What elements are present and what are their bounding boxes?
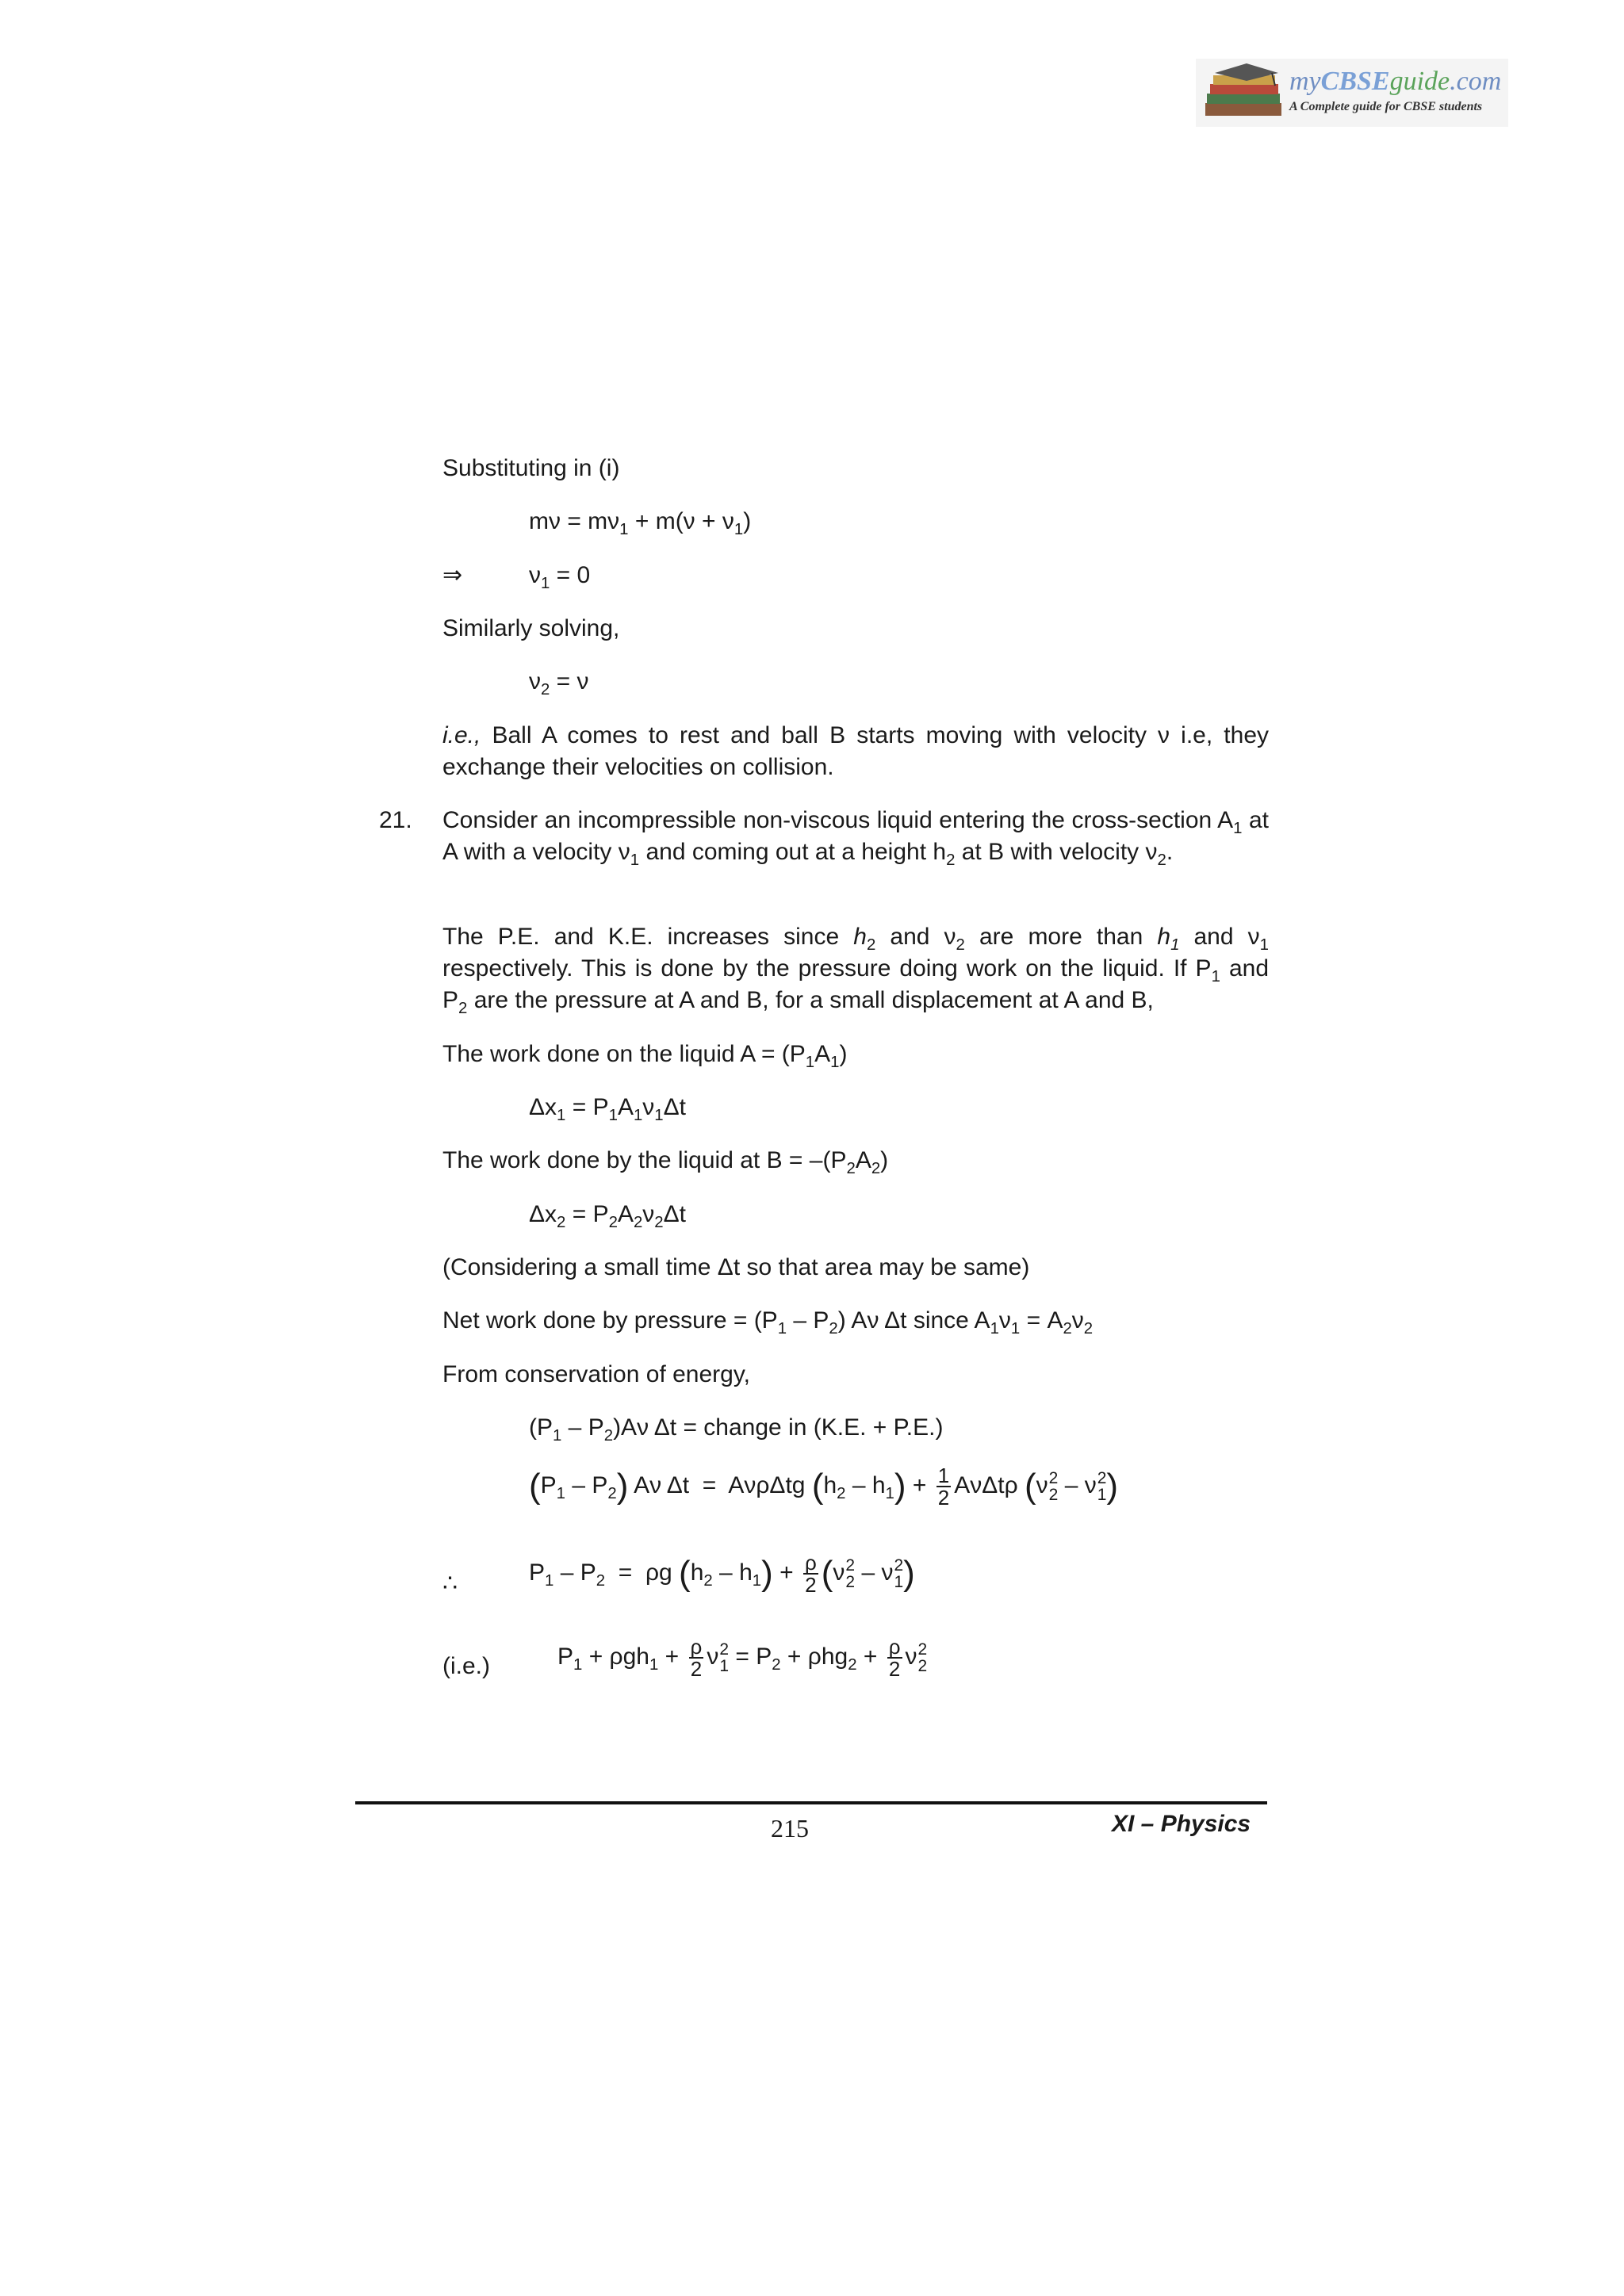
site-logo: [1196, 59, 1508, 127]
text-similarly: Similarly solving,: [442, 615, 620, 641]
ie-label: (i.e.): [442, 1653, 490, 1679]
logo-tagline: A Complete guide for CBSE students: [1289, 100, 1483, 113]
logo-wordmark: myCBSEguide.com: [1289, 67, 1502, 96]
therefore-symbol: ∴: [442, 1571, 458, 1597]
page-number: 215: [771, 1814, 809, 1843]
text-considering: (Considering a small time Δt so that area may be same): [442, 1254, 1030, 1280]
equation-work-B: $\Delta x_2 = P_2A_2\nu_2\Delta t$: [529, 1201, 687, 1232]
equation-momentum: $m\nu = m\nu_1 + m(\nu + \nu_1)$: [529, 508, 752, 539]
text-conclusion: i.e., Ball A comes to rest and ball B starts moving with velocity ν i.e, they exchange their velocities on collision.: [442, 722, 1269, 780]
equation-expanded: $(P_1 - P_2)$ Aν Δt = AνρΔtg $(h_2 - h_1)$ + $\frac{1}{2}$ AνΔtρ (ν 2 2 – ν 2 1 ): [529, 1464, 1119, 1510]
equation-pressure-difference: $P_1 - P_2 = \rho g$ $(h_2 - h_1)$ + $\frac{\rho}{2}$ (ν 2 2 – ν 2 1 ): [529, 1551, 915, 1597]
question-21-text: Consider an incompressible non-viscous liquid entering the cross-section $A_1$ at A with a velocity $\nu_1$ and coming out at a height $h_2$ at B with velocity $\nu_2$.: [442, 807, 1269, 870]
text-net-work: Net work done by pressure = $(P_1 - P_2)$ Aν Δt since $A_1\nu_1 = A_2\nu_2$: [442, 1307, 1094, 1338]
text-work-by-B: The work done by the liquid at $B = -(P_2A_2)$: [442, 1147, 889, 1178]
question-number: 21.: [379, 807, 412, 833]
text-pe-ke: The P.E. and K.E. increases since $h_2$ and $\nu_2$ are more than $h_1$ and $\nu_1$ respectively. This is done by the pressure doing work on the liquid. If $P_1$ and $P_2$ are the pressure at A and B, for a small displacement at A and B,: [442, 924, 1270, 1018]
equation-work-A: $\Delta x_1 = P_1A_1\nu_1\Delta t$: [529, 1094, 687, 1125]
text-work-on-A: The work done on the liquid $A = (P_1A_1)$: [442, 1041, 848, 1072]
footer-rule: [355, 1801, 1267, 1804]
implies-symbol: ⇒: [442, 562, 463, 588]
text-conservation: From conservation of energy,: [442, 1361, 750, 1387]
books-icon: [1199, 62, 1288, 125]
equation-v1-zero: $\nu_1 = 0$: [529, 562, 591, 593]
text-substituting: Substituting in (i): [442, 455, 620, 481]
equation-v2: $\nu_2 = \nu$: [529, 668, 589, 699]
subject-label: XI – Physics: [1112, 1811, 1251, 1837]
equation-energy-change: $(P_1 - P_2)A\nu$ Δt = change in (K.E. + P.E.): [529, 1414, 944, 1445]
equation-bernoulli: $P_1 + \rho gh_1$ + $\frac{\rho}{2}$ ν 2 1 = $P_2 + \rho hg_2$ + $\frac{\rho}{2}$ ν 2 2: [557, 1635, 928, 1681]
